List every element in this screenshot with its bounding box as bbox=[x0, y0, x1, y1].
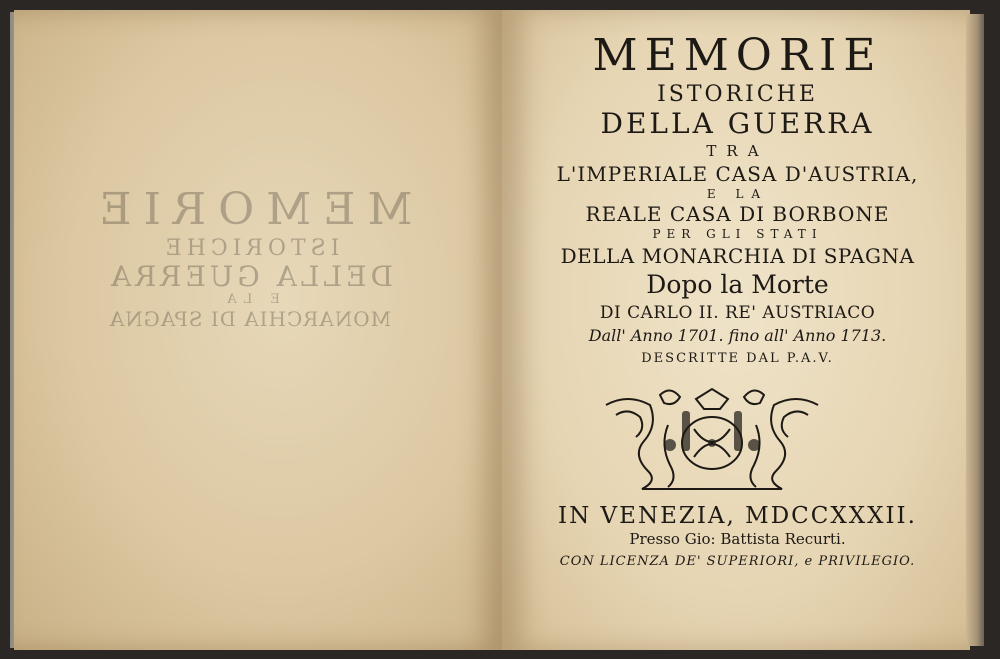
title-line: L'IMPERIALE CASA D'AUSTRIA, bbox=[556, 162, 919, 186]
right-page-edge bbox=[966, 14, 984, 646]
title-line: TRA bbox=[706, 142, 769, 160]
title-line: E LA bbox=[706, 187, 769, 201]
printers-device-ornament bbox=[598, 385, 826, 495]
bleed-line: MEMORIE bbox=[87, 184, 413, 235]
bleed-through-text bbox=[30, 185, 470, 331]
author-line: DESCRITTE DAL P.A.V. bbox=[641, 351, 834, 366]
place-date: IN VENEZIA, MDCCXXXII. bbox=[558, 503, 917, 529]
bleed-line: ISTORICHE bbox=[160, 235, 340, 261]
imprint bbox=[510, 505, 965, 568]
printer-line: Presso Gio: Battista Recurti. bbox=[629, 530, 846, 548]
title-line: REALE CASA DI BORBONE bbox=[585, 202, 890, 226]
title-line: Dopo la Morte bbox=[646, 270, 829, 299]
title-main: MEMORIE bbox=[592, 30, 883, 81]
title-line: ISTORICHE bbox=[657, 82, 818, 107]
bleed-line: E LA bbox=[220, 292, 280, 308]
license-line: CON LICENZA DE' SUPERIORI, e PRIVILEGIO. bbox=[559, 554, 916, 569]
title-line: DELLA MONARCHIA DI SPAGNA bbox=[560, 244, 915, 268]
title-line: PER GLI STATI bbox=[652, 227, 823, 241]
title-block bbox=[510, 28, 965, 365]
title-line: DI CARLO II. RE' AUSTRIACO bbox=[599, 303, 876, 323]
bleed-line: DELLA GUERRA bbox=[107, 259, 393, 293]
title-line: Dall' Anno 1701. fino all' Anno 1713. bbox=[588, 326, 887, 345]
bleed-line: MONARCHIA DI SPAGNA bbox=[108, 307, 392, 332]
title-line: DELLA GUERRA bbox=[600, 107, 875, 140]
